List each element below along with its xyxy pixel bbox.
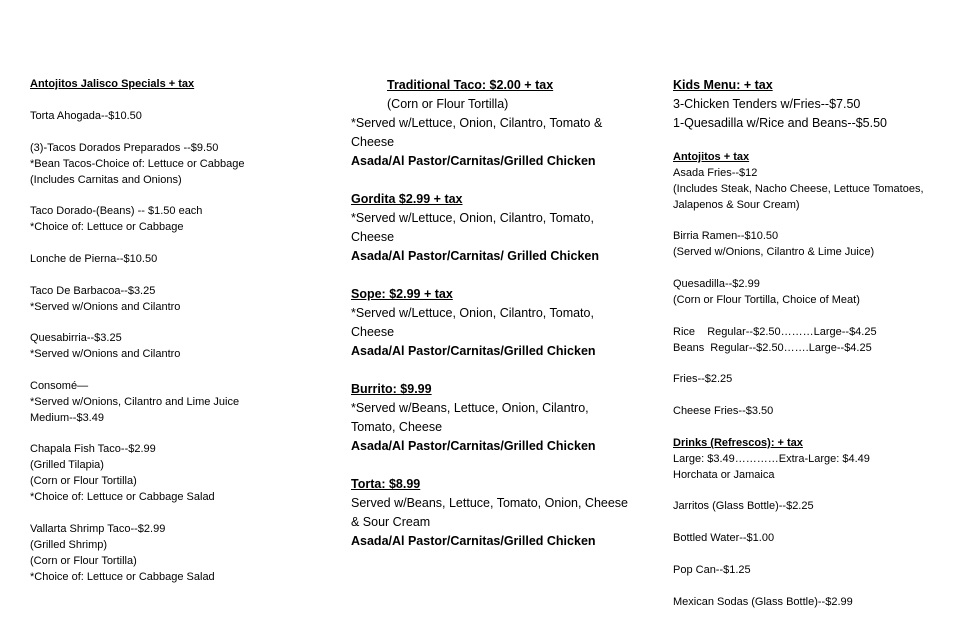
menu-item: Fries--$2.25 [673,373,733,385]
menu-item: Birria Ramen--$10.50 [673,230,779,242]
gordita-heading: Gordita $2.99 + tax [351,192,463,206]
menu-item-note: *Served w/Onions, Cilantro and Lime Juice [30,396,240,408]
torta-meats: Asada/Al Pastor/Carnitas/Grilled Chicken [351,534,596,548]
menu-item: Lonche de Pierna--$10.50 [30,253,158,265]
menu-item-note: *Choice of: Lettuce or Cabbage Salad [30,571,215,583]
drink-item: Bottled Water--$1.00 [673,532,775,544]
sope-heading: Sope: $2.99 + tax [351,287,453,301]
menu-item: Vallarta Shrimp Taco--$2.99 [30,523,166,535]
traditional-taco-desc: Cheese [351,135,395,149]
antojitos-jalisco-heading: Antojitos Jalisco Specials + tax [30,78,195,90]
menu-item-note: (Corn or Flour Tortilla) [30,475,137,487]
menu-item: Cheese Fries--$3.50 [673,405,774,417]
burrito-desc: *Served w/Beans, Lettuce, Onion, Cilantro, [351,401,589,415]
gordita-meats: Asada/Al Pastor/Carnitas/ Grilled Chicken [351,249,599,263]
menu-item: Quesadilla--$2.99 [673,278,760,290]
burrito-meats: Asada/Al Pastor/Carnitas/Grilled Chicken [351,439,596,453]
menu-item: Consomé— [30,380,89,392]
burrito-desc: Tomato, Cheese [351,420,443,434]
kids-menu-item: 1-Quesadilla w/Rice and Beans--$5.50 [673,116,888,130]
torta-desc: Served w/Beans, Lettuce, Tomato, Onion, Cheese [351,496,629,510]
menu-item-note: (Grilled Shrimp) [30,539,108,551]
menu-item: Taco Dorado-(Beans) -- $1.50 each [30,205,203,217]
drinks-heading: Drinks (Refrescos): + tax [673,437,803,449]
drink-item: Pop Can--$1.25 [673,564,751,576]
menu-item-note: (Corn or Flour Tortilla) [30,555,137,567]
menu-item-note: (Includes Carnitas and Onions) [30,174,182,186]
menu-item: (3)-Tacos Dorados Preparados --$9.50 [30,142,219,154]
menu-item-note: *Served w/Onions and Cilantro [30,301,181,313]
menu-item: Asada Fries--$12 [673,167,758,179]
menu-item: Chapala Fish Taco--$2.99 [30,443,156,455]
burrito-heading: Burrito: $9.99 [351,382,432,396]
menu-item-note: *Choice of: Lettuce or Cabbage [30,221,184,233]
gordita-desc: *Served w/Lettuce, Onion, Cilantro, Tomato, [351,211,594,225]
traditional-taco-heading: Traditional Taco: $2.00 + tax [387,78,554,92]
torta-heading: Torta: $8.99 [351,477,421,491]
menu-item-note: *Served w/Onions and Cilantro [30,348,181,360]
sope-desc: *Served w/Lettuce, Onion, Cilantro, Tomato, [351,306,594,320]
menu-item-note: Jalapenos & Sour Cream) [673,199,800,211]
kids-menu-heading: Kids Menu: + tax [673,78,773,92]
menu-item-note: (Corn or Flour Tortilla, Choice of Meat) [673,294,860,306]
menu-item: Rice Regular--$2.50………Large--$4.25 [673,326,877,338]
menu-item: Medium--$3.49 [30,412,104,424]
traditional-taco-tortilla: (Corn or Flour Tortilla) [387,97,509,111]
traditional-taco-meats: Asada/Al Pastor/Carnitas/Grilled Chicken [351,154,596,168]
drink-item: Large: $3.49…………Extra-Large: $4.49 [673,453,870,465]
menu-item: Beans Regular--$2.50…….Large--$4.25 [673,342,872,354]
drink-item: Jarritos (Glass Bottle)--$2.25 [673,500,814,512]
drink-item-note: Horchata or Jamaica [673,469,775,481]
kids-menu-item: 3-Chicken Tenders w/Fries--$7.50 [673,97,861,111]
menu-item: Quesabirria--$3.25 [30,332,122,344]
sope-desc: Cheese [351,325,395,339]
traditional-taco-desc: *Served w/Lettuce, Onion, Cilantro, Tomato & [351,116,603,130]
menu-item: Taco De Barbacoa--$3.25 [30,285,156,297]
torta-desc: & Sour Cream [351,515,431,529]
sope-meats: Asada/Al Pastor/Carnitas/Grilled Chicken [351,344,596,358]
antojitos-heading: Antojitos + tax [673,151,750,163]
menu-item-note: *Bean Tacos-Choice of: Lettuce or Cabbage [30,158,245,170]
drink-item: Mexican Sodas (Glass Bottle)--$2.99 [673,596,853,608]
menu-item-note: *Choice of: Lettuce or Cabbage Salad [30,491,215,503]
menu-item-note: (Grilled Tilapia) [30,459,104,471]
menu-item-note: (Served w/Onions, Cilantro & Lime Juice) [673,246,875,258]
menu-item: Torta Ahogada--$10.50 [30,110,142,122]
menu-item-note: (Includes Steak, Nacho Cheese, Lettuce Tomatoes, [673,183,924,195]
gordita-desc: Cheese [351,230,395,244]
